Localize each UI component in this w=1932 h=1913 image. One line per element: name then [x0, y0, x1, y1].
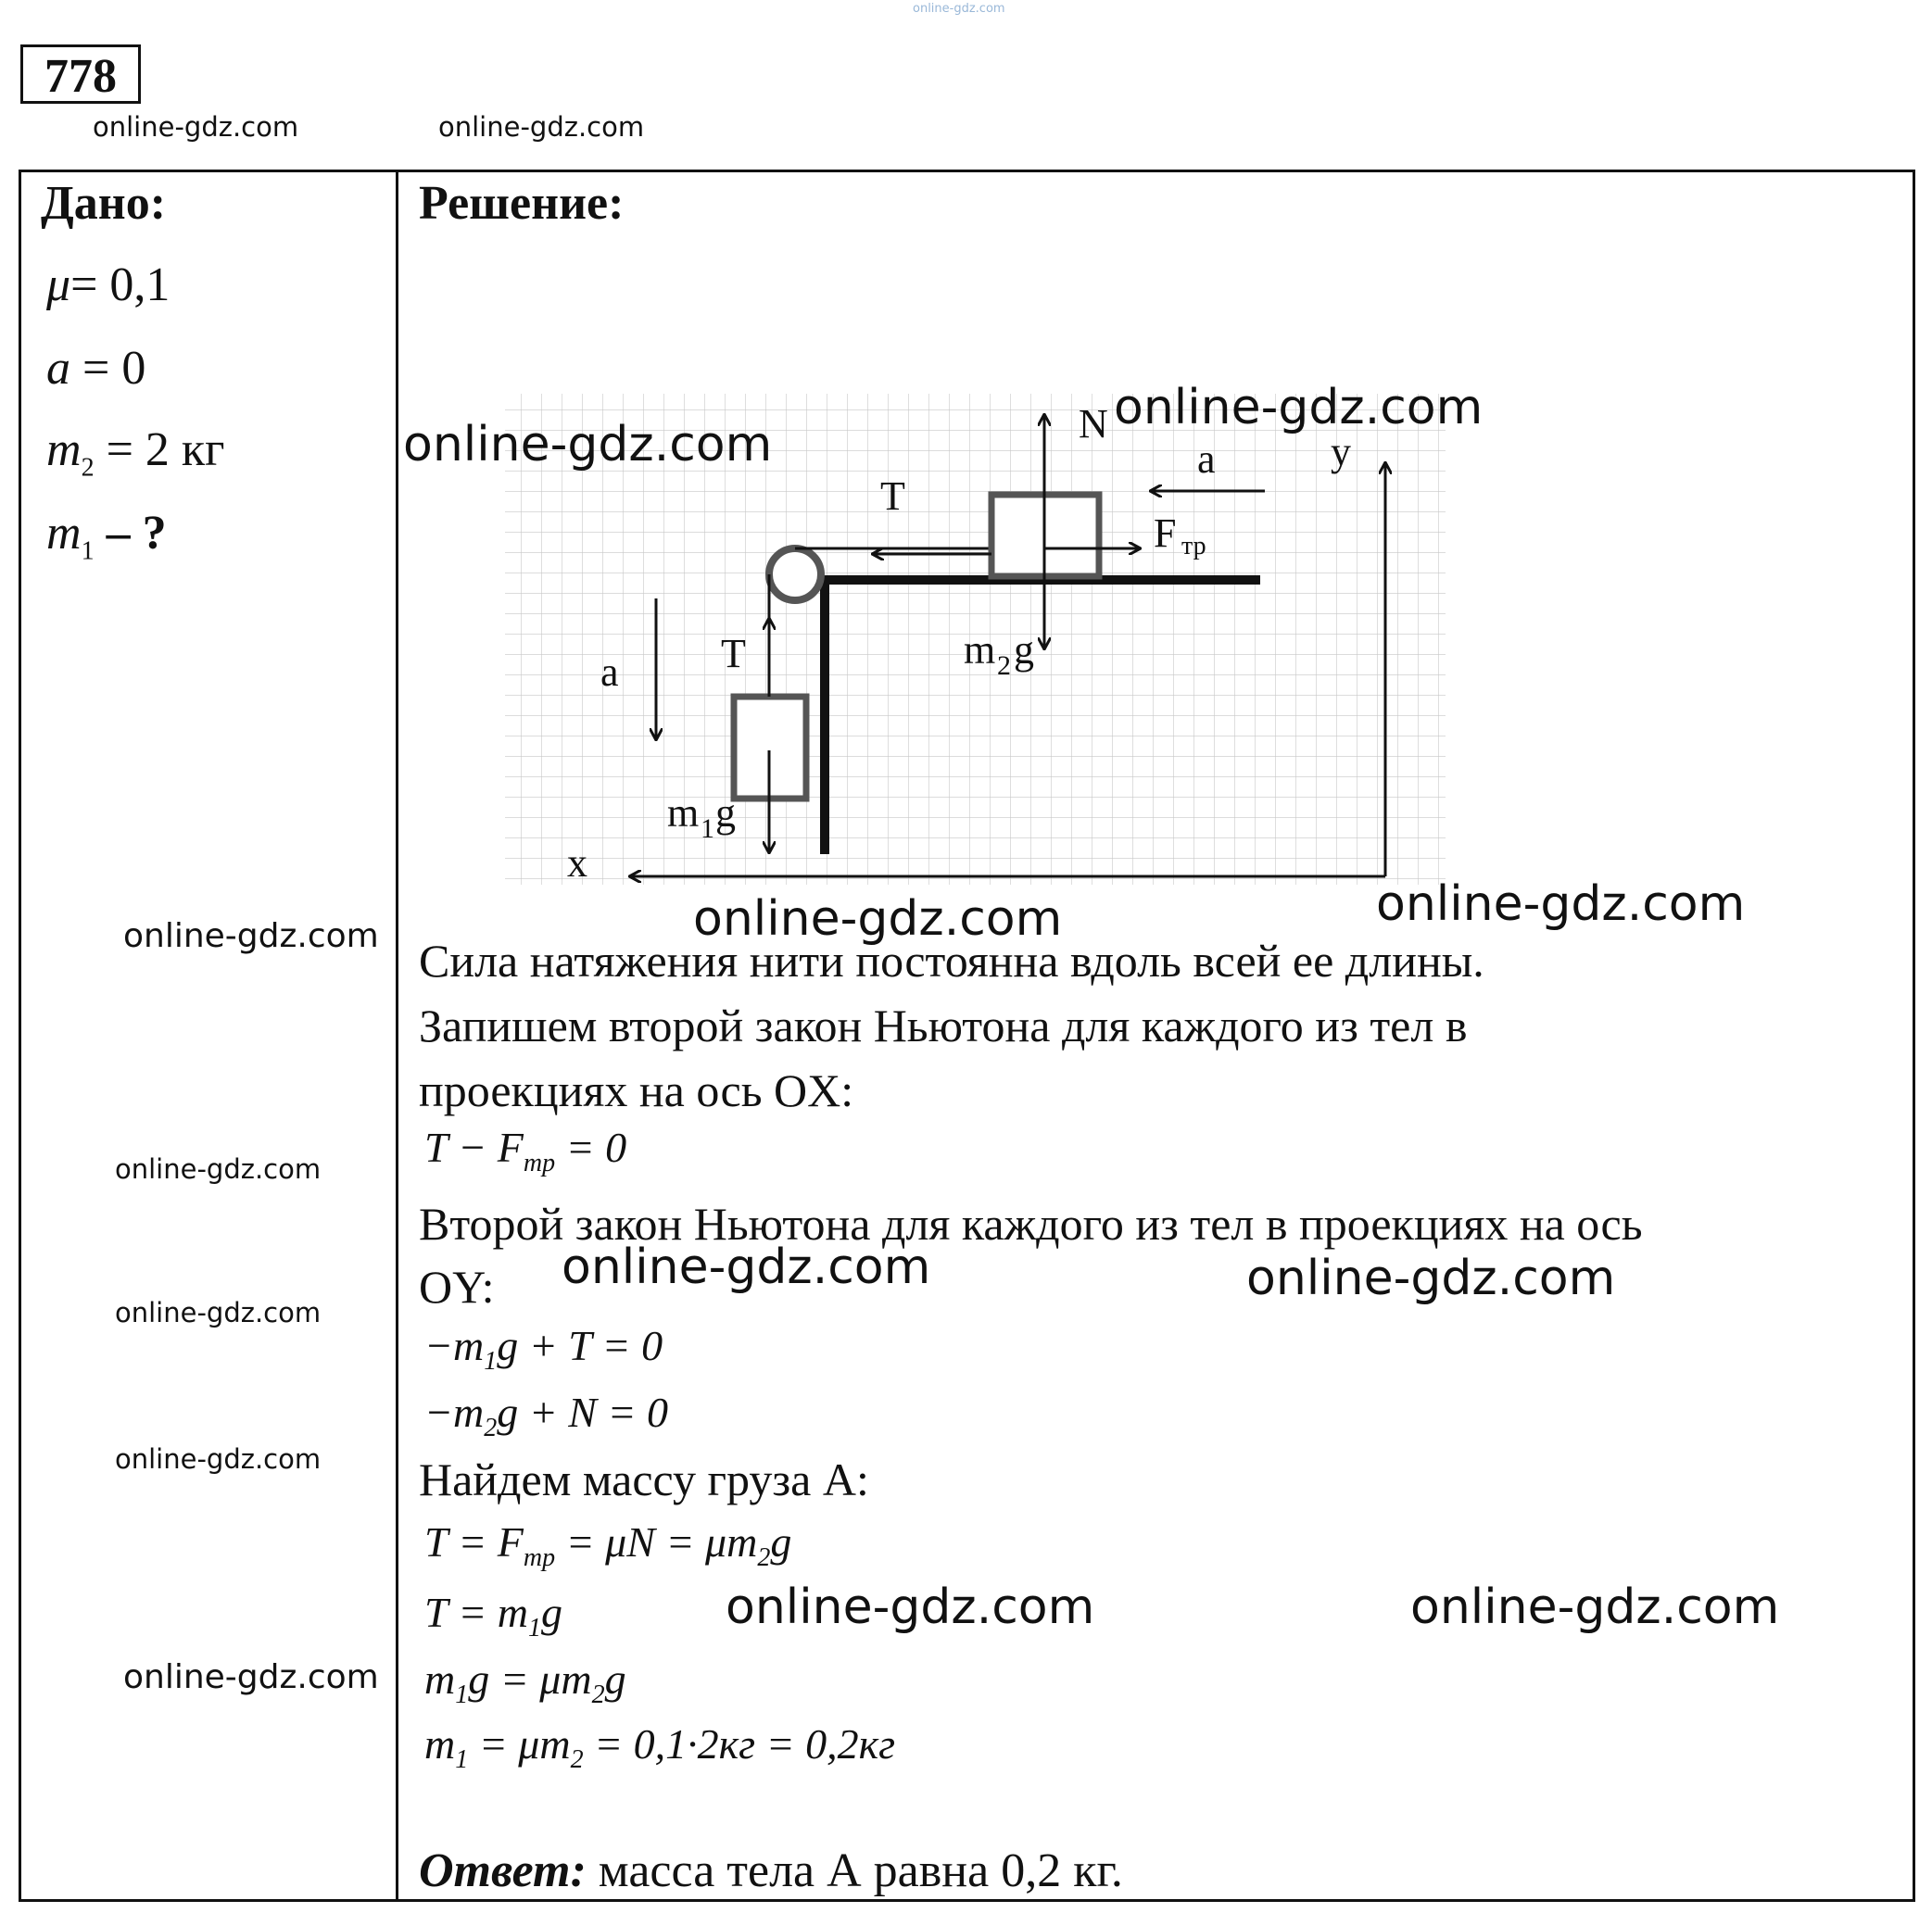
watermark: online-gdz.com: [115, 1443, 322, 1475]
label-m2g-m: m: [964, 627, 996, 673]
paragraph: Второй закон Ньютона для каждого из тел в проекциях на ось: [419, 1198, 1643, 1250]
pulley: [769, 548, 821, 600]
watermark: online-gdz.com: [726, 1579, 1095, 1635]
paragraph: Запишем второй закон Ньютона для каждого из тел в: [419, 1000, 1468, 1051]
answer-label: Ответ:: [419, 1844, 587, 1897]
watermark: online-gdz.com: [693, 891, 1063, 947]
watermark: online-gdz.com: [562, 1240, 931, 1295]
equation: $-m_2g + N = 0$: [424, 1389, 669, 1443]
watermark: online-gdz.com: [93, 111, 299, 143]
watermark: online-gdz.com: [115, 1297, 322, 1328]
label-a-top: a: [1197, 436, 1216, 482]
equation: $m_1 = \mu m_2 = 0,1\cdot 2кг = 0,2кг$: [424, 1720, 896, 1775]
label-T-top: T: [880, 473, 905, 519]
watermark: online-gdz.com: [115, 1153, 322, 1185]
problem-number: 778: [20, 44, 141, 104]
given-m2: $m_2 = 2$ кг: [46, 423, 225, 483]
label-T-left: T: [721, 631, 746, 676]
watermark: online-gdz.com: [1410, 1579, 1780, 1635]
paragraph: Найдем массу груза А:: [419, 1454, 869, 1505]
watermark: online-gdz.com: [123, 917, 379, 955]
label-m1g-sub: 1: [701, 813, 714, 844]
top-watermark: online-gdz.com: [913, 2, 1005, 16]
label-x: x: [567, 840, 587, 886]
equation: $T = m_1g$: [424, 1589, 563, 1643]
paragraph: проекциях на ось OX:: [419, 1064, 854, 1116]
equation: $T = F_{тр} = \mu N = \mu m_2g$: [424, 1518, 792, 1573]
watermark: online-gdz.com: [1246, 1251, 1616, 1306]
equation: $-m_1g + T = 0$: [424, 1322, 663, 1377]
paragraph: OY:: [419, 1261, 495, 1313]
label-m1g-g: g: [715, 790, 736, 836]
label-a-left: a: [600, 649, 619, 695]
watermark: online-gdz.com: [403, 417, 773, 472]
paragraph: Сила натяжения нити постоянна вдоль всей ее длины.: [419, 935, 1484, 987]
label-m1g-m: m: [667, 790, 700, 836]
watermark: online-gdz.com: [1114, 380, 1484, 435]
label-F-sub: тр: [1181, 532, 1206, 560]
label-F: F: [1154, 510, 1177, 556]
watermark: online-gdz.com: [1376, 876, 1746, 932]
label-y: y: [1331, 429, 1351, 474]
given-title: Дано:: [41, 177, 167, 230]
equation: $m_1g = \mu m_2g$: [424, 1655, 626, 1710]
given-a: a = 0: [46, 342, 146, 395]
answer-text: масса тела А равна 0,2 кг.: [586, 1844, 1123, 1897]
solution-title: Решение:: [419, 177, 625, 230]
equation: $T - F_{тр} = 0$: [424, 1124, 627, 1178]
label-m2g-g: g: [1014, 627, 1034, 673]
given-m1: $m_1$ – ?: [46, 507, 167, 566]
label-m2g-sub: 2: [997, 650, 1011, 681]
label-N: N: [1079, 401, 1108, 447]
given-mu: μ= 0,1: [46, 258, 170, 311]
column-divider: [396, 170, 398, 1902]
answer: [419, 1844, 1123, 1898]
watermark: online-gdz.com: [438, 111, 645, 143]
watermark: online-gdz.com: [123, 1658, 379, 1696]
